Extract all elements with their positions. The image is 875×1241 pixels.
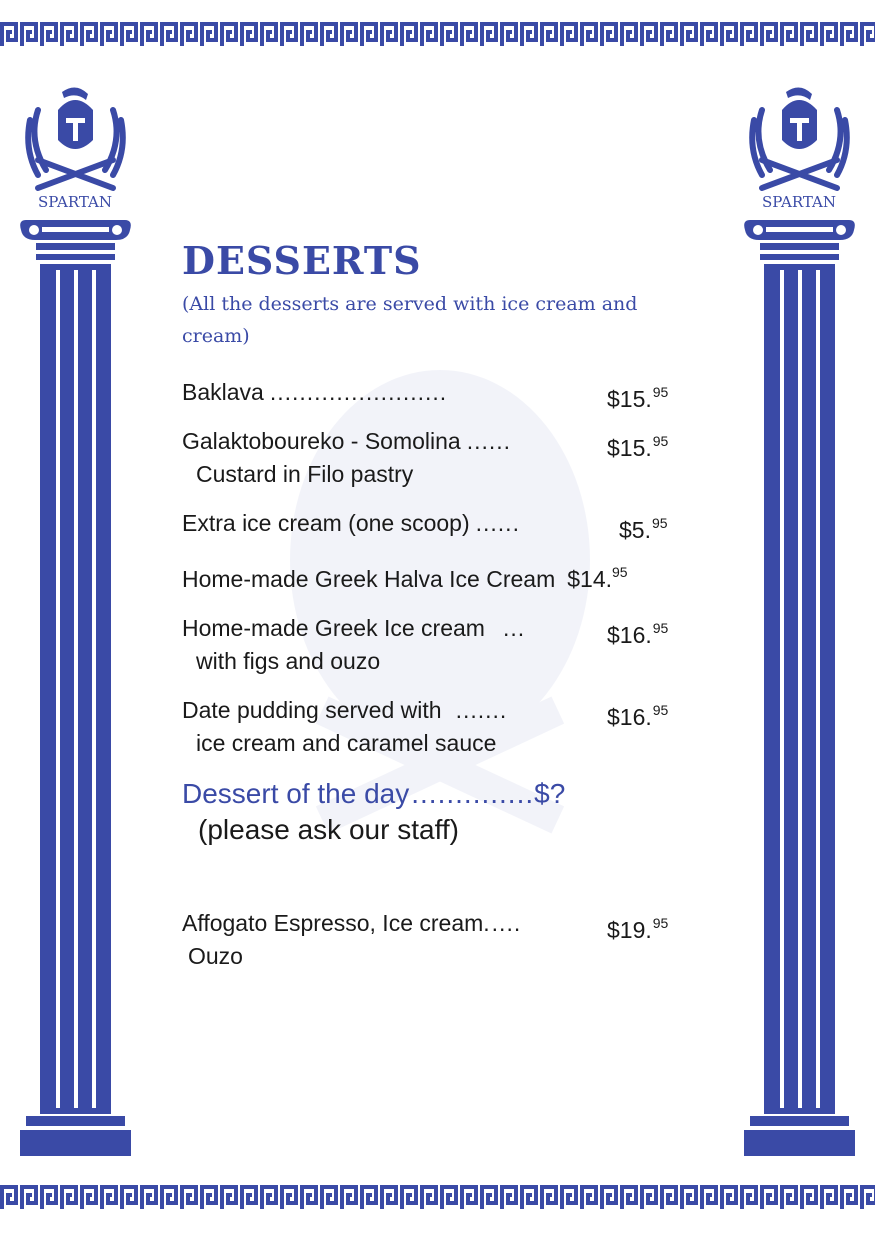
- menu-item-extra-ice-cream: [182, 507, 722, 543]
- item-price: $19.95: [607, 915, 669, 943]
- item-description: (please ask our staff): [198, 814, 459, 845]
- item-name: Date pudding served with: [182, 697, 442, 723]
- menu-item-affogato: [182, 907, 722, 973]
- item-dots: ..............: [411, 778, 535, 809]
- item-price: $14.95: [567, 564, 628, 592]
- menu-title: DESSERTS: [182, 238, 422, 283]
- item-name: Affogato Espresso, Ice cream.: [182, 910, 490, 936]
- item-dots: ......: [475, 510, 520, 536]
- item-price: $15.95: [607, 384, 669, 412]
- item-price: $16.95: [607, 620, 669, 648]
- item-price: $?: [534, 778, 566, 809]
- menu-item-dessert-of-the-day: [182, 776, 722, 848]
- menu-subtitle: (All the desserts are served with ice cream and cream): [182, 293, 638, 347]
- item-name: Extra ice cream (one scoop): [182, 510, 470, 536]
- item-description: with figs and ouzo: [196, 648, 381, 674]
- item-dots: ...: [502, 615, 526, 641]
- item-dots: ......: [466, 428, 512, 454]
- item-price: $5.95: [619, 515, 668, 543]
- spartan-helmet-icon: [752, 87, 847, 188]
- dessert-menu: [182, 236, 722, 848]
- item-name: Home-made Greek Halva Ice Cream: [182, 566, 556, 592]
- item-dots: ....: [491, 910, 522, 936]
- item-name: Dessert of the day: [182, 778, 410, 809]
- item-description: Custard in Filo pastry: [196, 461, 414, 487]
- item-dots: .......: [455, 697, 508, 723]
- item-price: $15.95: [607, 433, 669, 461]
- item-description: ice cream and caramel sauce: [196, 730, 497, 756]
- spartan-logo-text: SPARTAN: [762, 193, 836, 211]
- menu-item-baklava: [182, 376, 722, 412]
- greek-key-border-top: [0, 22, 875, 48]
- item-dots: ........................: [269, 379, 448, 405]
- item-name: Galaktoboureko - Somolina: [182, 428, 461, 454]
- item-description: Ouzo: [188, 943, 243, 969]
- greek-key-border-bottom: [0, 1185, 875, 1211]
- spartan-helmet-icon: [28, 87, 123, 188]
- menu-item-date-pudding: [182, 694, 722, 760]
- item-name: Baklava: [182, 379, 264, 405]
- menu-item-greek-ice-cream: [182, 612, 722, 678]
- menu-item-galaktoboureko: [182, 425, 722, 491]
- right-column-with-spartan-logo: [742, 80, 857, 1160]
- menu-item-halva-ice-cream: [182, 556, 722, 596]
- item-name: Home-made Greek Ice cream: [182, 615, 485, 641]
- left-column-with-spartan-logo: [18, 80, 133, 1160]
- spartan-logo-text: SPARTAN: [38, 193, 112, 211]
- menu-items-list: [182, 376, 722, 848]
- item-price: $16.95: [607, 702, 669, 730]
